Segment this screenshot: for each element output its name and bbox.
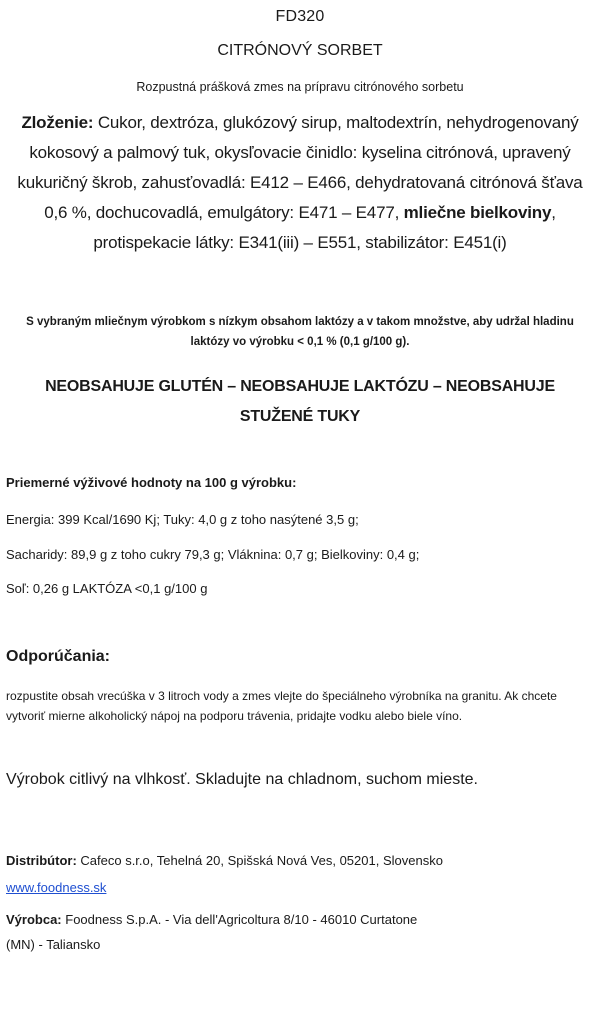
manufacturer-label: Výrobca: (6, 912, 62, 927)
lactose-note: S vybraným mliečnym výrobkom s nízkym obsahom laktózy a v takom množstve, aby udržal hladinu laktózy vo výrobku < 0,1 % (0,1 g/100 g). (26, 316, 574, 348)
product-title: CITRÓNOVÝ SORBET (217, 42, 383, 59)
storage-instructions: Výrobok citlivý na vlhkosť. Skladujte na chladnom, suchom mieste. (6, 771, 478, 788)
product-subtitle: Rozpustná prášková zmes na prípravu citrónového sorbetu (136, 80, 464, 94)
product-code: FD320 (275, 8, 325, 25)
manufacturer-line (6, 907, 446, 957)
recommendations-text: rozpustite obsah vrecúška v 3 litroch vody a zmes vlejte do špeciálneho výrobníka na granitu. Ak chcete vytvoriť mierne alkoholický nápoj na podporu trávenia, pridajte vodku alebo biele víno. (6, 689, 557, 723)
distributor-label: Distribútor: (6, 853, 77, 868)
nutrition-line-salt: Soľ: 0,26 g LAKTÓZA <0,1 g/100 g (6, 581, 208, 596)
composition-paragraph (6, 108, 594, 258)
composition-label: Zloženie: (21, 113, 94, 132)
nutrition-line-carbs: Sacharidy: 89,9 g z toho cukry 79,3 g; Vláknina: 0,7 g; Bielkoviny: 0,4 g; (6, 547, 420, 562)
distributor-line (6, 853, 586, 868)
manufacturer-text: Foodness S.p.A. - Via dell'Agricoltura 8/10 - 46010 Curtatone (MN) - Taliansko (6, 912, 418, 952)
free-from-claims: NEOBSAHUJE GLUTÉN – NEOBSAHUJE LAKTÓZU – NEOBSAHUJE STUŽENÉ TUKY (45, 378, 555, 425)
recommendations-title: Odporúčania: (6, 648, 111, 665)
composition-allergen: mliečne bielkoviny (403, 203, 552, 222)
nutrition-line-energy: Energia: 399 Kcal/1690 Kj; Tuky: 4,0 g z toho nasýtené 3,5 g; (6, 512, 359, 527)
distributor-text: Cafeco s.r.o, Tehelná 20, Spišská Nová Ves, 05201, Slovensko (76, 853, 443, 868)
composition-text-part2: , protispekacie látky: E341(iii) – E551, stabilizátor: E451(i) (93, 203, 556, 252)
composition-text-part1: Cukor, dextróza, glukózový sirup, maltodextrín, nehydrogenovaný kokosový a palmový tuk, okysľovacie činidlo: kyselina citrónová, upravený kukuričný škrob, zahusťovadlá: E412 – E466, dehydratovaná citrónová šťava 0,6 %, dochucovadlá, emulgátory: E471 – E477, (17, 113, 583, 222)
nutrition-title: Priemerné výživové hodnoty na 100 g výrobku: (6, 475, 297, 490)
website-link[interactable]: www.foodness.sk (6, 880, 107, 895)
